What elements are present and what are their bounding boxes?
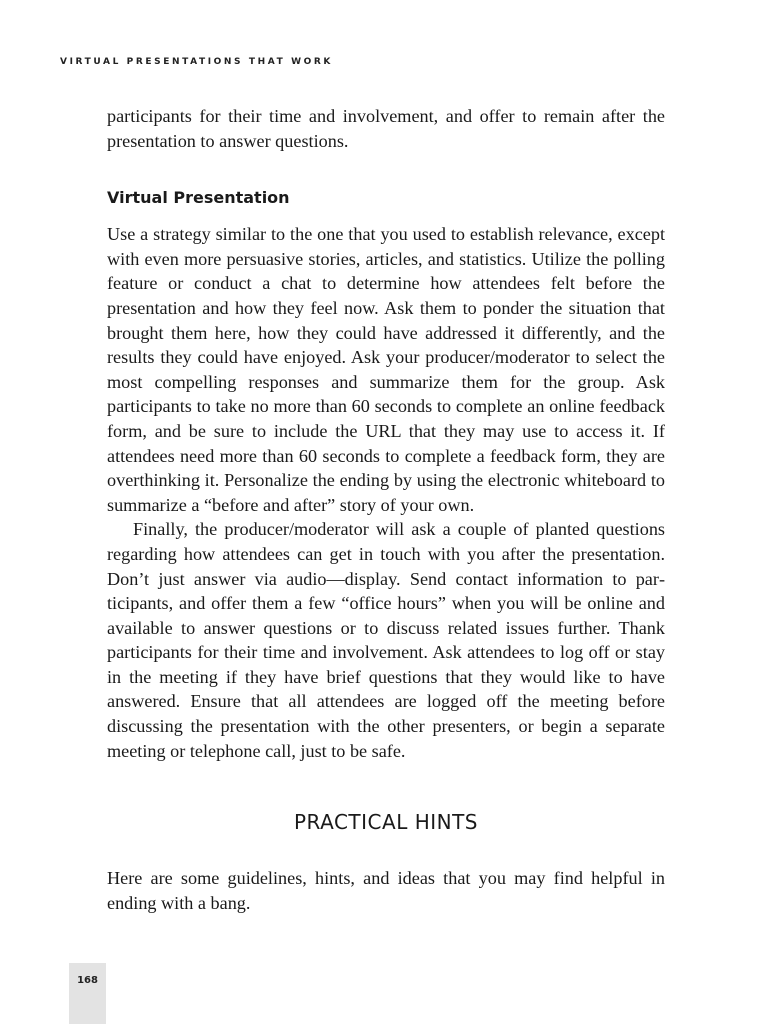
body-paragraph-2: Finally, the producer/moderator will ask a couple of planted questions regarding how attendees can get in touch with you after the presentation. Don’t just answer via audio—display. Send contact information to participants, and offer them a few “office hours” when you will be online and available to answer questions or to discuss related issues further. Thank participants for their time and involvement. Ask attendees to log off or stay in the meeting if they have brief questions that they would like to have answered. Ensure that all attendees are logged off the meeting before discussing the presentation with the other presenters, or begin a separate meeting or telephone call, just to be safe. [107, 519, 665, 761]
page-number: 168 [77, 975, 98, 986]
closing-paragraph: Here are some guidelines, hints, and ideas that you may find helpful in ending with a bang. [107, 868, 665, 913]
section-heading-practical-hints: PRACTICAL HINTS [293, 810, 478, 835]
page-number-tab [69, 963, 106, 1024]
body-paragraph-1: Use a strategy similar to the one that you used to establish relevance, except with even more persuasive stories, articles, and statistics. Utilize the polling feature or conduct a chat to determine how attendees felt before the presentation and how they feel now. Ask them to ponder the situation that brought them here, how they could have addressed it differently, and the results they could have enjoyed. Ask your producer/moderator to select the most compelling responses and summarize them for the group. Ask participants to take no more than 60 seconds to complete an online feedback form, and be sure to include the URL that they may use to access it. If attendees need more than 60 seconds to complete a feedback form, they are overthinking it. Personalize the ending by using the electronic whiteboard to summarize a “before and after” story of your own. [107, 224, 665, 515]
running-header: VIRTUAL PRESENTATIONS THAT WORK [60, 57, 333, 67]
subheading-virtual-presentation: Virtual Presentation [107, 188, 290, 208]
intro-paragraph: participants for their time and involvement, and offer to remain after the presentation to answer questions. [107, 106, 665, 151]
page-body [107, 104, 665, 915]
